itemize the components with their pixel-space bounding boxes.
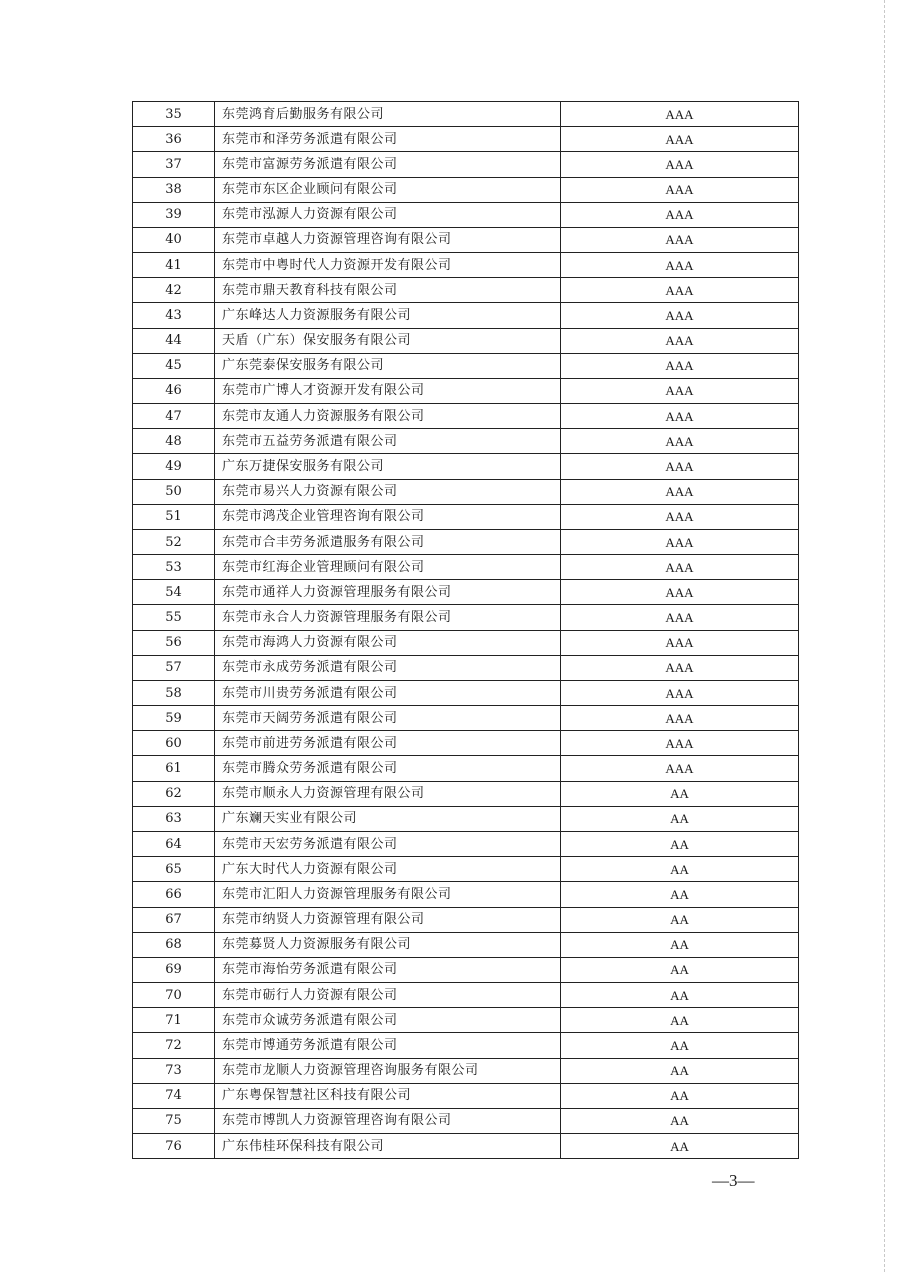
- rating-grade-cell: AAA: [561, 177, 799, 202]
- company-name-cell: 东莞市泓源人力资源有限公司: [215, 202, 561, 227]
- rating-grade-cell: AA: [561, 1108, 799, 1133]
- table-row: [133, 152, 799, 177]
- company-name-cell: 东莞市永合人力资源管理服务有限公司: [215, 605, 561, 630]
- table-row: [133, 1008, 799, 1033]
- table-row: [133, 731, 799, 756]
- row-number-cell: 55: [133, 605, 215, 630]
- row-number-cell: 76: [133, 1134, 215, 1159]
- company-name-cell: 广东斓天实业有限公司: [215, 806, 561, 831]
- row-number-cell: 35: [133, 102, 215, 127]
- rating-grade-cell: AA: [561, 907, 799, 932]
- table-row: [133, 957, 799, 982]
- row-number-cell: 49: [133, 454, 215, 479]
- company-name-cell: 东莞市鼎天教育科技有限公司: [215, 278, 561, 303]
- company-name-cell: 东莞市和泽劳务派遣有限公司: [215, 127, 561, 152]
- company-name-cell: 广东大时代人力资源有限公司: [215, 857, 561, 882]
- rating-grade-cell: AA: [561, 983, 799, 1008]
- table-row: [133, 1108, 799, 1133]
- row-number-cell: 62: [133, 781, 215, 806]
- row-number-cell: 63: [133, 806, 215, 831]
- row-number-cell: 67: [133, 907, 215, 932]
- row-number-cell: 41: [133, 253, 215, 278]
- rating-grade-cell: AAA: [561, 555, 799, 580]
- row-number-cell: 66: [133, 882, 215, 907]
- rating-grade-cell: AA: [561, 932, 799, 957]
- table-row: [133, 932, 799, 957]
- rating-grade-cell: AA: [561, 1134, 799, 1159]
- row-number-cell: 45: [133, 353, 215, 378]
- table-row: [133, 303, 799, 328]
- rating-grade-cell: AA: [561, 1058, 799, 1083]
- row-number-cell: 42: [133, 278, 215, 303]
- table-row: [133, 227, 799, 252]
- table-row: [133, 429, 799, 454]
- table-row: [133, 857, 799, 882]
- rating-grade-cell: AAA: [561, 328, 799, 353]
- rating-grade-cell: AAA: [561, 404, 799, 429]
- rating-grade-cell: AAA: [561, 605, 799, 630]
- table-row: [133, 555, 799, 580]
- table-row: [133, 504, 799, 529]
- table-row: [133, 605, 799, 630]
- rating-grade-cell: AAA: [561, 706, 799, 731]
- row-number-cell: 37: [133, 152, 215, 177]
- company-name-cell: 东莞市鸿茂企业管理咨询有限公司: [215, 504, 561, 529]
- company-name-cell: 广东万捷保安服务有限公司: [215, 454, 561, 479]
- table-row: [133, 781, 799, 806]
- rating-grade-cell: AAA: [561, 580, 799, 605]
- company-name-cell: 东莞市合丰劳务派遣服务有限公司: [215, 529, 561, 554]
- table-row: [133, 806, 799, 831]
- rating-grade-cell: AAA: [561, 227, 799, 252]
- company-name-cell: 东莞市顺永人力资源管理有限公司: [215, 781, 561, 806]
- rating-grade-cell: AAA: [561, 731, 799, 756]
- table-row: [133, 1083, 799, 1108]
- rating-grade-cell: AAA: [561, 127, 799, 152]
- rating-grade-cell: AA: [561, 1033, 799, 1058]
- company-name-cell: 东莞市卓越人力资源管理咨询有限公司: [215, 227, 561, 252]
- rating-grade-cell: AAA: [561, 454, 799, 479]
- row-number-cell: 73: [133, 1058, 215, 1083]
- rating-grade-cell: AAA: [561, 504, 799, 529]
- table-row: [133, 454, 799, 479]
- rating-grade-cell: AA: [561, 957, 799, 982]
- row-number-cell: 65: [133, 857, 215, 882]
- row-number-cell: 39: [133, 202, 215, 227]
- row-number-cell: 48: [133, 429, 215, 454]
- rating-grade-cell: AAA: [561, 655, 799, 680]
- company-name-cell: 东莞市博凯人力资源管理咨询有限公司: [215, 1108, 561, 1133]
- rating-grade-cell: AAA: [561, 429, 799, 454]
- rating-grade-cell: AA: [561, 857, 799, 882]
- row-number-cell: 43: [133, 303, 215, 328]
- table-row: [133, 479, 799, 504]
- row-number-cell: 54: [133, 580, 215, 605]
- table-row: [133, 278, 799, 303]
- rating-grade-cell: AA: [561, 1008, 799, 1033]
- row-number-cell: 58: [133, 680, 215, 705]
- rating-grade-cell: AA: [561, 882, 799, 907]
- company-name-cell: 东莞市龙顺人力资源管理咨询服务有限公司: [215, 1058, 561, 1083]
- page-edge-line: [884, 0, 885, 1272]
- company-name-cell: 天盾（广东）保安服务有限公司: [215, 328, 561, 353]
- table-row: [133, 1058, 799, 1083]
- table-row: [133, 127, 799, 152]
- company-name-cell: 东莞市博通劳务派遣有限公司: [215, 1033, 561, 1058]
- rating-grade-cell: AAA: [561, 479, 799, 504]
- row-number-cell: 61: [133, 756, 215, 781]
- company-name-cell: 东莞市砺行人力资源有限公司: [215, 983, 561, 1008]
- row-number-cell: 74: [133, 1083, 215, 1108]
- table-row: [133, 831, 799, 856]
- company-name-cell: 东莞市川贵劳务派遣有限公司: [215, 680, 561, 705]
- company-name-cell: 东莞市纳贤人力资源管理有限公司: [215, 907, 561, 932]
- rating-grade-cell: AAA: [561, 756, 799, 781]
- row-number-cell: 59: [133, 706, 215, 731]
- row-number-cell: 40: [133, 227, 215, 252]
- company-name-cell: 东莞市富源劳务派遣有限公司: [215, 152, 561, 177]
- table-row: [133, 882, 799, 907]
- company-name-cell: 东莞市天宏劳务派遣有限公司: [215, 831, 561, 856]
- row-number-cell: 47: [133, 404, 215, 429]
- company-name-cell: 东莞市天阔劳务派遣有限公司: [215, 706, 561, 731]
- table-row: [133, 756, 799, 781]
- row-number-cell: 72: [133, 1033, 215, 1058]
- table-row: [133, 630, 799, 655]
- company-rating-table: [132, 101, 799, 1159]
- table-row: [133, 1134, 799, 1159]
- company-name-cell: 东莞市海怡劳务派遣有限公司: [215, 957, 561, 982]
- rating-grade-cell: AAA: [561, 680, 799, 705]
- row-number-cell: 71: [133, 1008, 215, 1033]
- table-row: [133, 655, 799, 680]
- rating-grade-cell: AAA: [561, 303, 799, 328]
- table-row: [133, 102, 799, 127]
- company-name-cell: 东莞市汇阳人力资源管理服务有限公司: [215, 882, 561, 907]
- row-number-cell: 44: [133, 328, 215, 353]
- table-row: [133, 907, 799, 932]
- company-name-cell: 广东峰达人力资源服务有限公司: [215, 303, 561, 328]
- company-name-cell: 东莞市友通人力资源服务有限公司: [215, 404, 561, 429]
- row-number-cell: 64: [133, 831, 215, 856]
- company-name-cell: 东莞市海鸿人力资源有限公司: [215, 630, 561, 655]
- company-name-cell: 东莞市永成劳务派遣有限公司: [215, 655, 561, 680]
- company-name-cell: 广东莞泰保安服务有限公司: [215, 353, 561, 378]
- company-name-cell: 东莞市腾众劳务派遣有限公司: [215, 756, 561, 781]
- rating-grade-cell: AAA: [561, 152, 799, 177]
- table-row: [133, 353, 799, 378]
- rating-grade-cell: AAA: [561, 378, 799, 403]
- rating-grade-cell: AAA: [561, 253, 799, 278]
- company-name-cell: 东莞市东区企业顾问有限公司: [215, 177, 561, 202]
- row-number-cell: 70: [133, 983, 215, 1008]
- row-number-cell: 56: [133, 630, 215, 655]
- rating-grade-cell: AA: [561, 806, 799, 831]
- rating-grade-cell: AAA: [561, 353, 799, 378]
- row-number-cell: 51: [133, 504, 215, 529]
- company-name-cell: 东莞市红海企业管理顾问有限公司: [215, 555, 561, 580]
- company-name-cell: 东莞市中粤时代人力资源开发有限公司: [215, 253, 561, 278]
- rating-grade-cell: AAA: [561, 529, 799, 554]
- row-number-cell: 68: [133, 932, 215, 957]
- rating-grade-cell: AAA: [561, 102, 799, 127]
- row-number-cell: 50: [133, 479, 215, 504]
- table-row: [133, 680, 799, 705]
- table-row: [133, 177, 799, 202]
- row-number-cell: 75: [133, 1108, 215, 1133]
- row-number-cell: 38: [133, 177, 215, 202]
- company-name-cell: 东莞市众诚劳务派遣有限公司: [215, 1008, 561, 1033]
- row-number-cell: 46: [133, 378, 215, 403]
- rating-grade-cell: AAA: [561, 202, 799, 227]
- table-row: [133, 529, 799, 554]
- rating-grade-cell: AA: [561, 1083, 799, 1108]
- row-number-cell: 69: [133, 957, 215, 982]
- table-row: [133, 1033, 799, 1058]
- company-name-cell: 东莞市通祥人力资源管理服务有限公司: [215, 580, 561, 605]
- row-number-cell: 53: [133, 555, 215, 580]
- table-row: [133, 202, 799, 227]
- company-name-cell: 东莞市五益劳务派遣有限公司: [215, 429, 561, 454]
- row-number-cell: 60: [133, 731, 215, 756]
- row-number-cell: 52: [133, 529, 215, 554]
- rating-grade-cell: AA: [561, 781, 799, 806]
- row-number-cell: 57: [133, 655, 215, 680]
- company-name-cell: 广东粤保智慧社区科技有限公司: [215, 1083, 561, 1108]
- table-row: [133, 580, 799, 605]
- company-name-cell: 东莞市广博人才资源开发有限公司: [215, 378, 561, 403]
- company-name-cell: 东莞募贤人力资源服务有限公司: [215, 932, 561, 957]
- table-row: [133, 328, 799, 353]
- table-body: [133, 102, 799, 1159]
- company-name-cell: 东莞鸿育后勤服务有限公司: [215, 102, 561, 127]
- rating-grade-cell: AAA: [561, 630, 799, 655]
- table-row: [133, 253, 799, 278]
- table-row: [133, 983, 799, 1008]
- rating-grade-cell: AAA: [561, 278, 799, 303]
- table-row: [133, 706, 799, 731]
- company-name-cell: 东莞市前进劳务派遣有限公司: [215, 731, 561, 756]
- rating-grade-cell: AA: [561, 831, 799, 856]
- page-number: —3—: [712, 1171, 755, 1190]
- table-row: [133, 404, 799, 429]
- row-number-cell: 36: [133, 127, 215, 152]
- company-name-cell: 广东伟桂环保科技有限公司: [215, 1134, 561, 1159]
- table-row: [133, 378, 799, 403]
- company-name-cell: 东莞市易兴人力资源有限公司: [215, 479, 561, 504]
